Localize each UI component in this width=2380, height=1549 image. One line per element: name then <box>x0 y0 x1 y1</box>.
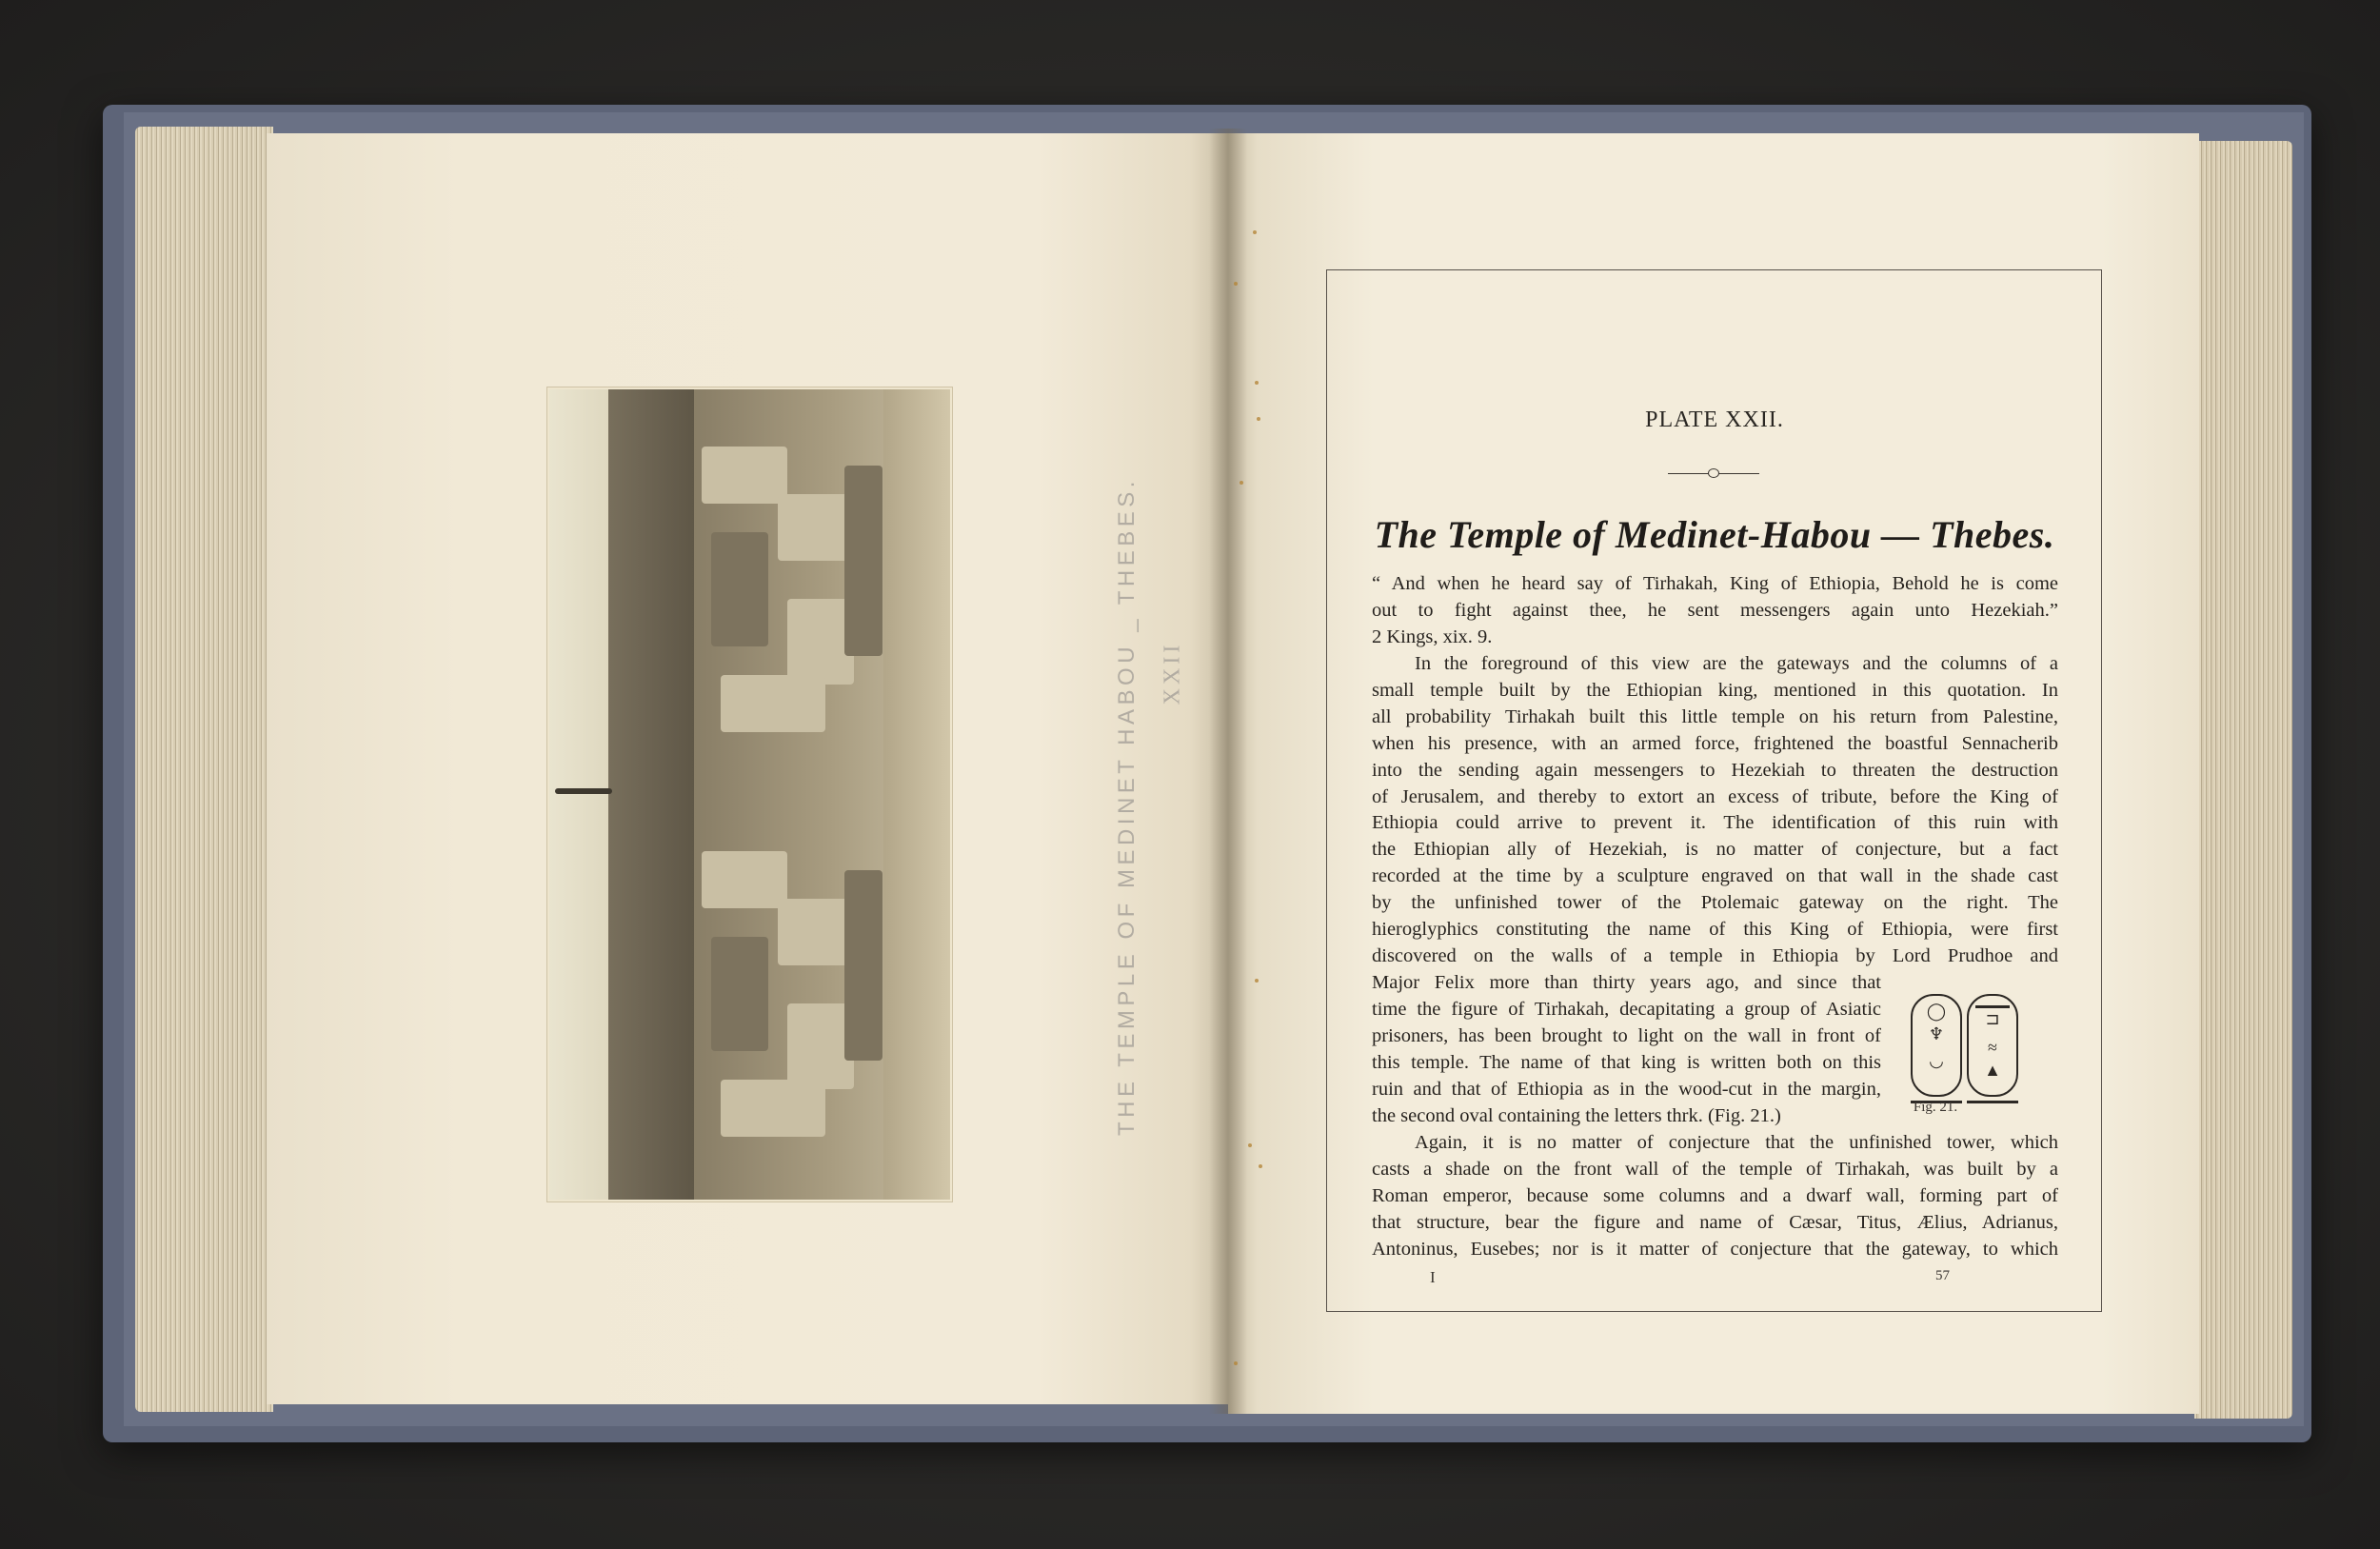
foxing-spot <box>1234 1361 1238 1365</box>
foxing-spot <box>1257 417 1260 421</box>
text-line: when his presence, with an armed force, frightened the boastful Sennacherib <box>1372 732 2058 754</box>
foxing-spot <box>1253 230 1257 234</box>
text-line: Ethiopia could arrive to prevent it. The identification of this ruin with <box>1372 812 2058 834</box>
plate-heading: PLATE XXII. <box>1645 407 1784 432</box>
caption-title: THE TEMPLE OF MEDINET HABOU _ THEBES. <box>1114 477 1140 1136</box>
foxing-spot <box>1255 381 1259 385</box>
stereo-photograph <box>546 387 953 1202</box>
foxing-spot <box>1248 1143 1252 1147</box>
book-gutter <box>1209 129 1247 1414</box>
text-line: discovered on the walls of a temple in Ethiopia by Lord Prudhoe and <box>1372 944 2058 966</box>
paragraph-1-continued <box>1372 970 1881 1129</box>
quotation <box>1372 571 2058 651</box>
text-line: this temple. The name of that king is written both on this <box>1372 1051 1881 1073</box>
cartouche-left: ◯ ♆ ◡ <box>1911 994 1962 1097</box>
cartouche-figure <box>1909 994 2018 1108</box>
text-line: recorded at the time by a sculpture engraved on that wall in the shade cast <box>1372 865 2058 887</box>
text-line: that structure, bear the figure and name of Cæsar, Titus, Ælius, Adrianus, <box>1372 1211 2058 1233</box>
text-line: Again, it is no matter of conjecture that the unfinished tower, which <box>1415 1132 2058 1153</box>
text-line: time the figure of Tirhakah, decapitating a group of Asiatic <box>1372 998 1881 1020</box>
page-number: 57 <box>1935 1268 1950 1283</box>
foxing-spot <box>1259 1164 1262 1168</box>
caption-plate-number: XXII <box>1160 641 1185 705</box>
text-line: hieroglyphics constituting the name of this King of Ethiopia, were first <box>1372 919 2058 941</box>
ornament-divider <box>1668 473 1759 478</box>
text-line: Antoninus, Eusebes; nor is it matter of conjecture that the gateway, to which <box>1372 1238 2058 1260</box>
vertical-caption <box>1114 477 1185 1136</box>
text-line: of Jerusalem, and thereby to extort an excess of tribute, before the King of <box>1372 785 2058 807</box>
stereo-view-top <box>549 389 950 795</box>
text-line: the Ethiopian ally of Hezekiah, is no matter of conjecture, but a fact <box>1372 839 2058 861</box>
figure-label: Fig. 21. <box>1913 1100 1958 1115</box>
foxing-spot <box>1240 481 1243 485</box>
text-line: 2 Kings, xix. 9. <box>1372 626 1493 647</box>
text-line: by the unfinished tower of the Ptolemaic gateway on the right. The <box>1372 892 2058 914</box>
text-line: Roman emperor, because some columns and a dwarf wall, forming part of <box>1372 1184 2058 1206</box>
text-line: Major Felix more than thirty years ago, and since that <box>1372 972 1881 993</box>
article-title: The Temple of Medinet-Habou — Thebes. <box>1374 513 2055 556</box>
foxing-spot <box>1255 979 1259 983</box>
foxing-spot <box>1234 282 1238 286</box>
stereo-divider-mark <box>555 788 612 794</box>
stereo-view-bottom <box>549 794 950 1200</box>
text-line: In the foreground of this view are the gateways and the columns of a <box>1415 653 2058 674</box>
text-line: ruin and that of Ethiopia as in the wood-cut in the margin, <box>1372 1078 1881 1100</box>
cartouche-right: ⊐ ≈ ▲ <box>1967 994 2018 1097</box>
text-line: into the sending again messengers to Hezekiah to threaten the destruction <box>1372 759 2058 781</box>
paragraph-2 <box>1372 1130 2058 1263</box>
text-line: “ And when he heard say of Tirhakah, King of Ethiopia, Behold he is come <box>1372 573 2058 594</box>
paragraph-1 <box>1372 651 2058 970</box>
text-line: casts a shade on the front wall of the temple of Tirhakah, was built by a <box>1372 1158 2058 1180</box>
signature-mark: I <box>1430 1268 1436 1286</box>
text-line: all probability Tirhakah built this little temple on his return from Palestine, <box>1372 705 2058 727</box>
right-page-edges <box>2194 141 2292 1419</box>
text-line: the second oval containing the letters thrk. (Fig. 21.) <box>1372 1104 1781 1126</box>
text-line: prisoners, has been brought to light on the wall in front of <box>1372 1024 1881 1046</box>
text-line: small temple built by the Ethiopian king, mentioned in this quotation. In <box>1372 679 2058 701</box>
text-line: out to fight against thee, he sent messengers again unto Hezekiah.” <box>1372 599 2058 621</box>
left-page-edges <box>135 127 273 1412</box>
